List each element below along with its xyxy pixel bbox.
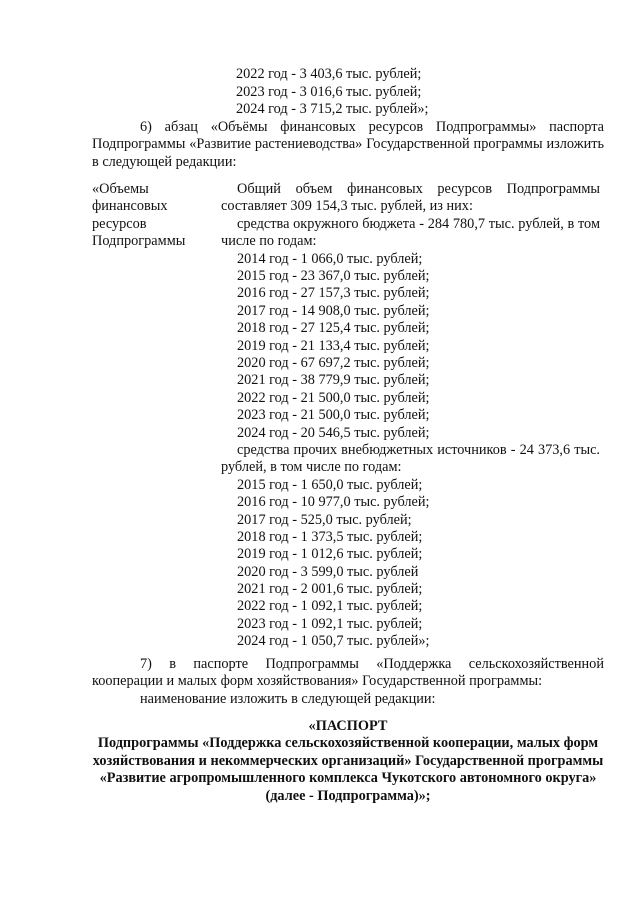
district-year-line: 2022 год - 21 500,0 тыс. рублей; [237,389,430,406]
left-cell-line: «Объемы [92,181,149,197]
district-budget-intro: средства окружного бюджета - 284 780,7 тыс. рублей, в том числе по годам: [221,215,600,250]
district-year-line: 2017 год - 14 908,0 тыс. рублей; [237,302,430,319]
other-year-line: 2015 год - 1 650,0 тыс. рублей; [237,476,423,493]
district-year-line: 2024 год - 20 546,5 тыс. рублей; [237,424,430,441]
paragraph-6 [92,119,604,171]
other-years-list [221,477,600,651]
table-right-cell [221,181,600,651]
other-year-line: 2023 год - 1 092,1 тыс. рублей; [237,615,423,632]
left-cell-line: ресурсов [92,215,147,232]
year-line: 2024 год - 3 715,2 тыс. рублей»; [236,101,429,117]
passport-subtitle: Подпрограммы «Поддержка сельскохозяйственной кооперации, малых форм хозяйствования и некоммерческих организаций» Государственной программы «Развитие агропромышленного комплекса Чукотского автономного округа» (далее - Подпрограмма)»; [92,735,604,804]
district-year-line: 2021 год - 38 779,9 тыс. рублей; [237,372,430,389]
other-year-line: 2019 год - 1 012,6 тыс. рублей; [237,546,423,563]
other-sources-intro: средства прочих внебюджетных источников - 24 373,6 тыс. рублей, в том числе по годам: [221,441,600,476]
district-years-list [221,251,600,442]
total-funding-text: Общий объем финансовых ресурсов Подпрограммы составляет 309 154,3 тыс. рублей, из них: [221,181,600,215]
other-year-line: 2017 год - 525,0 тыс. рублей; [237,511,412,528]
year-line: 2023 год - 3 016,6 тыс. рублей; [236,84,422,100]
left-cell-line: финансовых [92,198,168,215]
passport-heading [92,718,604,805]
district-year-line: 2014 год - 1 066,0 тыс. рублей; [237,250,423,267]
district-year-line: 2020 год - 67 697,2 тыс. рублей; [237,354,430,371]
other-year-line: 2016 год - 10 977,0 тыс. рублей; [237,494,430,511]
district-year-line: 2019 год - 21 133,4 тыс. рублей; [237,337,430,354]
paragraph-7 [92,656,604,708]
paragraph-7-second-text: наименование изложить в следующей редакции: [140,690,436,707]
year-line: 2022 год - 3 403,6 тыс. рублей; [236,66,422,82]
district-year-line: 2018 год - 27 125,4 тыс. рублей; [237,320,430,337]
passport-title: «ПАСПОРТ [308,718,388,734]
other-year-line: 2021 год - 2 001,6 тыс. рублей; [237,581,423,598]
district-year-line: 2023 год - 21 500,0 тыс. рублей; [237,407,430,424]
table-left-cell [92,181,216,251]
other-year-line: 2022 год - 1 092,1 тыс. рублей; [237,598,423,615]
other-year-line: 2018 год - 1 373,5 тыс. рублей; [237,528,423,545]
district-year-line: 2016 год - 27 157,3 тыс. рублей; [237,285,430,302]
left-cell-line: Подпрограммы [92,233,186,250]
other-year-line: 2020 год - 3 599,0 тыс. рублей [237,563,419,580]
other-year-line: 2024 год - 1 050,7 тыс. рублей»; [237,633,430,650]
paragraph-7-text: 7) в паспорте Подпрограммы «Поддержка сельскохозяйственной кооперации и малых форм хозяйствования» Государственной программы: [92,656,604,690]
paragraph-6-text: 6) абзац «Объёмы финансовых ресурсов Подпрограммы» паспорта Подпрограммы «Развитие растениеводства» Государственной программы изложить в следующей редакции: [92,119,604,170]
district-year-line: 2015 год - 23 367,0 тыс. рублей; [237,268,430,285]
